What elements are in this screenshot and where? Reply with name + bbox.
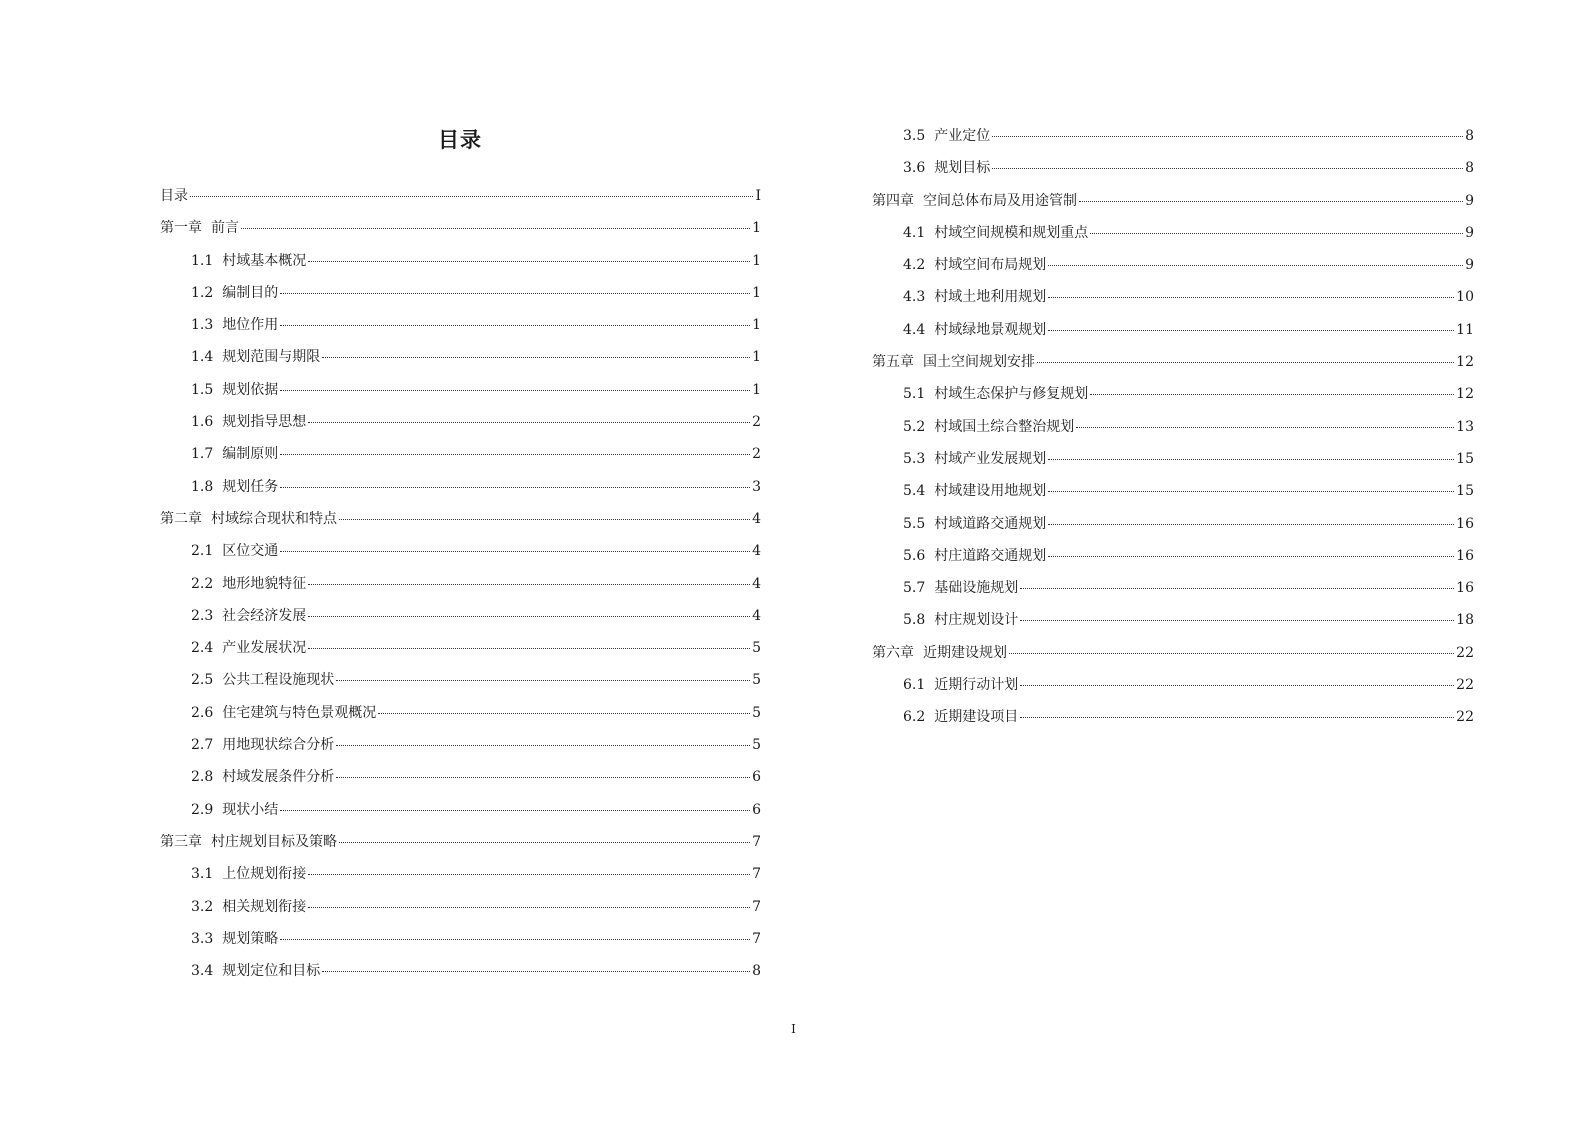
dot-leader [1020, 717, 1454, 718]
toc-entry-title: 村域生态保护与修复规划 [934, 386, 1089, 403]
toc-entry-title: 村庄规划目标及策略 [211, 833, 337, 850]
dot-leader [280, 390, 750, 391]
toc-entry-page: 5 [752, 672, 761, 689]
toc-entry-title: 公共工程设施现状 [222, 672, 335, 689]
toc-entry-page: 18 [1456, 612, 1474, 629]
toc-entry[interactable] [872, 572, 1474, 604]
toc-entry-title: 村域绿地景观规划 [934, 321, 1047, 338]
toc-entry[interactable] [160, 503, 761, 535]
toc-entry-page: 6 [752, 801, 761, 818]
toc-entry[interactable] [160, 535, 761, 567]
toc-entry-number: 1.1 [191, 252, 214, 269]
toc-entry-title: 现状小结 [222, 801, 279, 818]
toc-entry-page: 22 [1456, 709, 1474, 726]
toc-entry[interactable] [872, 314, 1474, 346]
toc-entry-number: 5.2 [903, 418, 926, 435]
dot-leader [1037, 362, 1454, 363]
dot-leader [1009, 653, 1454, 654]
toc-entry[interactable] [872, 669, 1474, 701]
toc-entry-title: 规划定位和目标 [222, 963, 321, 980]
dot-leader [280, 454, 750, 455]
toc-entry[interactable] [160, 341, 761, 373]
toc-entry[interactable] [160, 664, 761, 696]
toc-entry[interactable] [872, 411, 1474, 443]
toc-entry-number: 6.2 [903, 709, 926, 726]
toc-entry-number: 1.7 [191, 446, 214, 463]
toc-entry-page: 1 [752, 381, 761, 398]
dot-leader [339, 842, 750, 843]
toc-entry-number: 2.4 [191, 640, 214, 657]
toc-entry-number: 5.5 [903, 515, 926, 532]
toc-entry-page: 8 [1465, 128, 1474, 144]
toc-entry[interactable] [872, 152, 1474, 184]
toc-entry-number: 2.3 [191, 607, 214, 624]
dot-leader [322, 357, 750, 358]
toc-entry-title: 前言 [211, 220, 239, 237]
toc-entry-page: 7 [752, 898, 761, 915]
toc-entry-number: 2.6 [191, 704, 214, 721]
toc-entry-number: 第二章 [160, 510, 202, 527]
toc-entry-number: 1.2 [191, 284, 214, 301]
toc-entry-number: 6.1 [903, 677, 926, 694]
toc-entry-page: 5 [752, 640, 761, 657]
toc-entry-number: 5.3 [903, 450, 926, 467]
toc-entry-title: 地形地貌特征 [222, 575, 307, 592]
toc-entry-number: 1.5 [191, 381, 214, 398]
toc-entry[interactable] [872, 475, 1474, 507]
toc-entry-number: 2.9 [191, 801, 214, 818]
dot-leader [280, 551, 750, 552]
toc-entry-title: 社会经济发展 [222, 607, 307, 624]
toc-entry-page: 22 [1456, 644, 1474, 661]
toc-entry-page: 1 [752, 284, 761, 301]
dot-leader [280, 293, 750, 294]
toc-entry-title: 近期建设规划 [923, 644, 1007, 661]
toc-entry-page: 13 [1456, 418, 1474, 435]
dot-leader [336, 680, 750, 681]
toc-entry-title: 规划范围与期限 [222, 349, 321, 366]
toc-entry-page: 16 [1456, 547, 1474, 564]
toc-entry-number: 1.4 [191, 349, 214, 366]
dot-leader [1048, 491, 1454, 492]
toc-entry-title: 村庄规划设计 [934, 612, 1019, 629]
toc-entry-page: 15 [1456, 483, 1474, 500]
toc-entry-page: 4 [752, 575, 761, 592]
toc-entry-title: 规划目标 [934, 160, 991, 177]
toc-entry-page: 7 [752, 833, 761, 850]
toc-entry-title: 用地现状综合分析 [222, 737, 335, 754]
dot-leader [992, 168, 1463, 169]
dot-leader [1048, 524, 1454, 525]
toc-entry-title: 国土空间规划安排 [923, 354, 1035, 371]
toc-entry[interactable] [872, 185, 1474, 217]
toc-entry-page: 9 [1465, 257, 1474, 274]
toc-entry[interactable] [160, 600, 761, 632]
dot-leader [336, 745, 750, 746]
toc-entry-title: 目录 [160, 188, 188, 204]
dot-leader [1048, 330, 1454, 331]
toc-entry-number: 3.4 [191, 963, 214, 980]
toc-entry-page: 16 [1456, 580, 1474, 597]
toc-entry[interactable] [160, 923, 761, 955]
toc-entry-page: 10 [1456, 289, 1474, 306]
toc-entry[interactable] [160, 438, 761, 470]
toc-entry-page: 16 [1456, 515, 1474, 532]
toc-entry-number: 3.1 [191, 866, 214, 883]
toc-entry-number: 5.4 [903, 483, 926, 500]
toc-entry[interactable] [872, 120, 1474, 152]
toc-entry-page: 1 [752, 220, 761, 237]
toc-entry[interactable] [160, 245, 761, 277]
toc-entry-number: 5.7 [903, 580, 926, 597]
toc-entry-title: 区位交通 [222, 543, 279, 560]
toc-entry[interactable] [872, 249, 1474, 281]
toc-entry-title: 村域发展条件分析 [222, 769, 335, 786]
toc-entry-page: 2 [752, 414, 761, 431]
toc-entry-number: 第四章 [872, 192, 914, 209]
toc-entry-title: 村域建设用地规划 [934, 483, 1047, 500]
dot-leader [339, 519, 750, 520]
dot-leader [336, 777, 750, 778]
toc-entry-number: 5.1 [903, 386, 926, 403]
toc-entry-title: 村域空间规模和规划重点 [934, 224, 1089, 241]
toc-right-column [872, 120, 1474, 734]
toc-entry-title: 近期建设项目 [934, 709, 1019, 726]
toc-entry-number: 第三章 [160, 833, 202, 850]
dot-leader [308, 584, 750, 585]
toc-entry[interactable] [160, 858, 761, 890]
toc-entry-page: 12 [1456, 386, 1474, 403]
toc-entry[interactable] [872, 281, 1474, 313]
dot-leader [308, 907, 750, 908]
toc-entry[interactable] [160, 826, 761, 858]
dot-leader [992, 136, 1463, 137]
toc-entry[interactable] [160, 374, 761, 406]
dot-leader [1020, 588, 1454, 589]
toc-entry-number: 2.8 [191, 769, 214, 786]
toc-entry-page: 11 [1456, 321, 1474, 338]
toc-entry[interactable] [872, 508, 1474, 540]
toc-entry-number: 2.7 [191, 737, 214, 754]
dot-leader [1079, 201, 1463, 202]
toc-entry-page: 1 [752, 317, 761, 334]
toc-entry-number: 第一章 [160, 220, 202, 237]
toc-entry-page: 4 [752, 543, 761, 560]
toc-entry-title: 住宅建筑与特色景观概况 [222, 704, 377, 721]
toc-entry-number: 3.2 [191, 898, 214, 915]
toc-entry[interactable] [160, 891, 761, 923]
toc-entry[interactable] [872, 637, 1474, 669]
toc-entry-page: 5 [752, 704, 761, 721]
toc-entry-page: 1 [752, 349, 761, 366]
dot-leader [280, 487, 750, 488]
toc-entry-page: 9 [1465, 224, 1474, 241]
toc-entry-page: 1 [752, 252, 761, 269]
toc-entry-number: 2.1 [191, 543, 214, 560]
dot-leader [280, 810, 750, 811]
toc-entry[interactable] [872, 346, 1474, 378]
toc-entry-page: 4 [752, 607, 761, 624]
toc-entry-number: 4.4 [903, 321, 926, 338]
toc-entry-page: 22 [1456, 677, 1474, 694]
dot-leader [322, 971, 750, 972]
toc-entry-page: I [755, 188, 761, 204]
toc-entry-page: 3 [752, 478, 761, 495]
toc-entry-page: 8 [1465, 160, 1474, 177]
toc-entry-title: 规划策略 [222, 930, 279, 947]
dot-leader [1048, 556, 1454, 557]
toc-entry[interactable] [160, 632, 761, 664]
toc-entry-title: 空间总体布局及用途管制 [923, 192, 1077, 209]
toc-entry-number: 1.3 [191, 317, 214, 334]
toc-entry[interactable] [160, 955, 761, 987]
toc-entry-title: 产业定位 [934, 128, 991, 144]
toc-entry-number: 4.3 [903, 289, 926, 306]
toc-entry-page: 2 [752, 446, 761, 463]
toc-entry[interactable] [160, 729, 761, 761]
dot-leader [1090, 233, 1463, 234]
toc-entry-title: 编制目的 [222, 284, 279, 301]
page-number: I [791, 1022, 796, 1036]
toc-entry-number: 3.5 [903, 128, 926, 144]
dot-leader [1076, 427, 1454, 428]
toc-entry-number: 第六章 [872, 644, 914, 661]
toc-entry-title: 村庄道路交通规划 [934, 547, 1047, 564]
toc-entry-page: 5 [752, 737, 761, 754]
toc-title: 目录 [438, 128, 482, 152]
toc-entry-page: 15 [1456, 450, 1474, 467]
toc-entry[interactable] [160, 309, 761, 341]
dot-leader [1020, 685, 1454, 686]
toc-left-column [160, 180, 761, 987]
toc-entry-title: 村域国土综合整治规划 [934, 418, 1075, 435]
toc-entry-page: 6 [752, 769, 761, 786]
toc-entry-title: 相关规划衔接 [222, 898, 307, 915]
toc-entry-title: 规划任务 [222, 478, 279, 495]
toc-entry-title: 地位作用 [222, 317, 279, 334]
toc-entry[interactable] [160, 277, 761, 309]
toc-entry[interactable] [160, 471, 761, 503]
toc-entry[interactable] [872, 217, 1474, 249]
toc-entry-title: 近期行动计划 [934, 677, 1019, 694]
toc-entry-number: 2.2 [191, 575, 214, 592]
toc-entry-number: 4.1 [903, 224, 926, 241]
dot-leader [190, 196, 753, 197]
toc-entry[interactable] [160, 761, 761, 793]
toc-entry-title: 村域空间布局规划 [934, 257, 1047, 274]
toc-entry-title: 村域道路交通规划 [934, 515, 1047, 532]
toc-entry[interactable] [872, 604, 1474, 636]
toc-entry[interactable] [160, 180, 761, 212]
toc-entry-page: 9 [1465, 192, 1474, 209]
dot-leader [280, 939, 750, 940]
toc-entry-number: 3.6 [903, 160, 926, 177]
toc-entry-title: 村域基本概况 [222, 252, 307, 269]
dot-leader [308, 874, 750, 875]
dot-leader [308, 422, 750, 423]
dot-leader [308, 616, 750, 617]
toc-entry-number: 4.2 [903, 257, 926, 274]
dot-leader [1048, 265, 1463, 266]
toc-entry-number: 3.3 [191, 930, 214, 947]
dot-leader [241, 228, 750, 229]
toc-entry-page: 7 [752, 930, 761, 947]
toc-entry-title: 村域产业发展规划 [934, 450, 1047, 467]
toc-entry-number: 1.8 [191, 478, 214, 495]
toc-entry[interactable] [160, 568, 761, 600]
toc-entry-page: 8 [752, 963, 761, 980]
toc-entry-title: 规划依据 [222, 381, 279, 398]
toc-entry[interactable] [160, 794, 761, 826]
toc-entry-number: 2.5 [191, 672, 214, 689]
dot-leader [308, 648, 750, 649]
toc-entry-page: 12 [1456, 354, 1474, 371]
toc-entry[interactable] [872, 378, 1474, 410]
toc-entry-page: 7 [752, 866, 761, 883]
toc-entry-title: 基础设施规划 [934, 580, 1019, 597]
toc-entry-title: 村域土地利用规划 [934, 289, 1047, 306]
toc-entry[interactable] [160, 697, 761, 729]
toc-entry[interactable] [160, 406, 761, 438]
dot-leader [280, 325, 750, 326]
dot-leader [1048, 459, 1454, 460]
toc-entry-title: 村域综合现状和特点 [211, 510, 337, 527]
toc-entry-page: 4 [752, 510, 761, 527]
dot-leader [378, 713, 750, 714]
toc-entry-number: 1.6 [191, 414, 214, 431]
dot-leader [1090, 394, 1454, 395]
toc-entry[interactable] [872, 701, 1474, 733]
toc-entry-title: 编制原则 [222, 446, 279, 463]
dot-leader [308, 261, 750, 262]
toc-entry[interactable] [872, 443, 1474, 475]
toc-entry[interactable] [872, 540, 1474, 572]
toc-entry-title: 上位规划衔接 [222, 866, 307, 883]
toc-entry-title: 产业发展状况 [222, 640, 307, 657]
dot-leader [1020, 620, 1454, 621]
toc-entry-number: 5.8 [903, 612, 926, 629]
toc-entry-number: 第五章 [872, 354, 914, 371]
dot-leader [1048, 297, 1454, 298]
toc-entry-number: 5.6 [903, 547, 926, 564]
toc-entry[interactable] [160, 212, 761, 244]
toc-entry-title: 规划指导思想 [222, 414, 307, 431]
